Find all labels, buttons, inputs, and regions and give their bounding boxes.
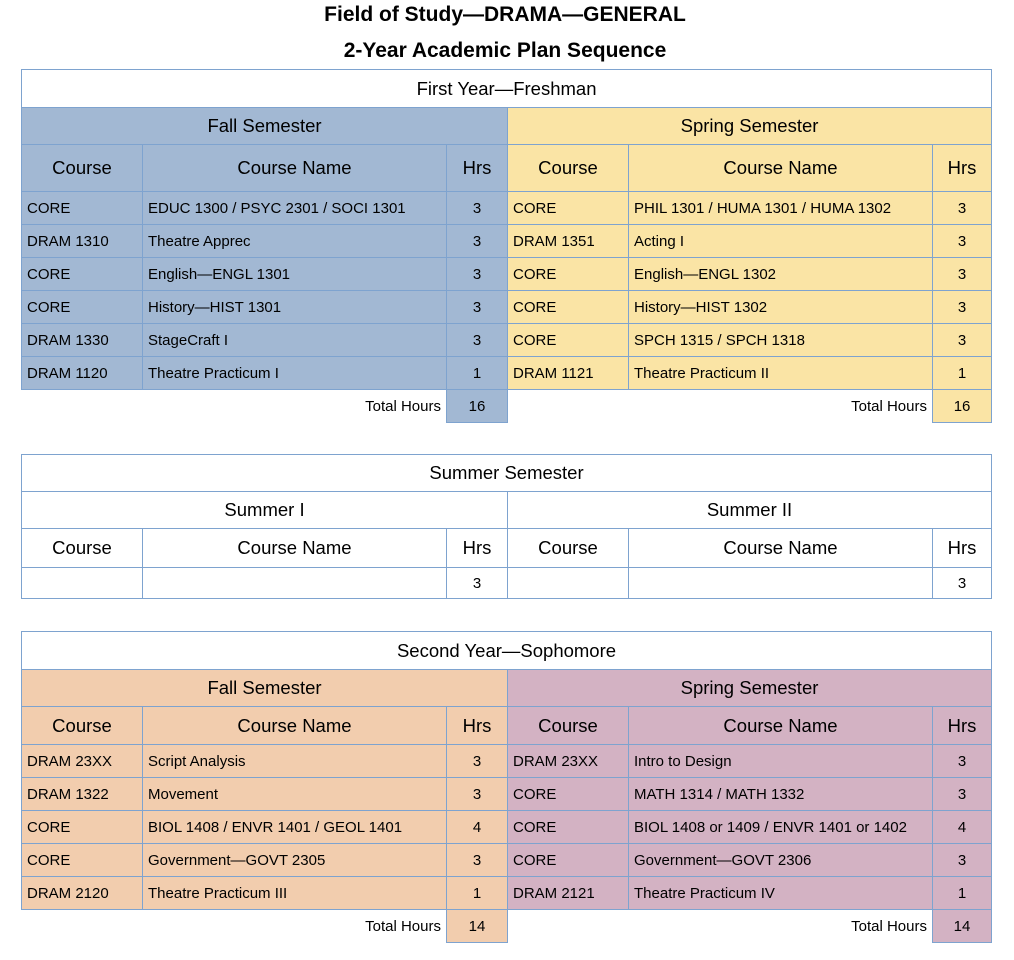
column-header-hrs: Hrs — [447, 707, 508, 745]
first-year-heading: First Year—Freshman — [22, 70, 992, 108]
course-hours: 3 — [447, 192, 508, 225]
column-header-course-name: Course Name — [629, 529, 933, 568]
course-code: CORE — [22, 811, 143, 844]
second-year-heading: Second Year—Sophomore — [22, 632, 992, 670]
first-year-table — [21, 69, 992, 423]
total-hours-label: Total Hours — [508, 910, 933, 943]
column-header-hrs: Hrs — [933, 707, 992, 745]
course-hours: 3 — [447, 568, 508, 599]
table-row — [22, 324, 992, 357]
column-header-course-name: Course Name — [143, 707, 447, 745]
course-hours: 3 — [933, 258, 992, 291]
course-name: History—HIST 1301 — [143, 291, 447, 324]
course-name — [629, 568, 933, 599]
table-row — [22, 877, 992, 910]
course-name: BIOL 1408 / ENVR 1401 / GEOL 1401 — [143, 811, 447, 844]
summer-1-heading: Summer I — [22, 492, 508, 529]
course-hours: 3 — [447, 291, 508, 324]
sy-spring-semester-heading: Spring Semester — [508, 670, 992, 707]
column-header-course-name: Course Name — [143, 529, 447, 568]
course-hours: 4 — [447, 811, 508, 844]
total-hours-label: Total Hours — [22, 390, 447, 423]
column-header-course: Course — [22, 707, 143, 745]
course-hours: 3 — [933, 192, 992, 225]
course-hours: 1 — [933, 877, 992, 910]
table-row — [22, 258, 992, 291]
table-row — [22, 778, 992, 811]
course-name: Intro to Design — [629, 745, 933, 778]
column-header-course: Course — [508, 529, 629, 568]
course-name — [143, 568, 447, 599]
course-code: DRAM 1310 — [22, 225, 143, 258]
course-hours: 1 — [447, 357, 508, 390]
course-hours: 3 — [933, 844, 992, 877]
total-hours-label: Total Hours — [508, 390, 933, 423]
summer-table — [21, 454, 992, 599]
column-header-hrs: Hrs — [447, 145, 508, 192]
column-header-course-name: Course Name — [629, 145, 933, 192]
sy-fall-semester-heading: Fall Semester — [22, 670, 508, 707]
total-hours-value: 14 — [933, 910, 992, 943]
column-header-course: Course — [22, 145, 143, 192]
course-name: Acting I — [629, 225, 933, 258]
course-name: StageCraft I — [143, 324, 447, 357]
table-row — [22, 357, 992, 390]
course-hours: 3 — [447, 225, 508, 258]
course-code: DRAM 1120 — [22, 357, 143, 390]
course-name: Theatre Practicum III — [143, 877, 447, 910]
course-name: SPCH 1315 / SPCH 1318 — [629, 324, 933, 357]
course-hours: 1 — [933, 357, 992, 390]
total-hours-label: Total Hours — [22, 910, 447, 943]
course-code: CORE — [508, 844, 629, 877]
page-subtitle: 2-Year Academic Plan Sequence — [343, 39, 667, 62]
course-code: DRAM 23XX — [22, 745, 143, 778]
course-code: CORE — [22, 291, 143, 324]
course-name: English—ENGL 1301 — [143, 258, 447, 291]
table-row — [22, 568, 992, 599]
course-hours: 3 — [933, 225, 992, 258]
course-hours: 3 — [933, 291, 992, 324]
column-header-course: Course — [508, 145, 629, 192]
course-code — [508, 568, 629, 599]
course-code: CORE — [22, 192, 143, 225]
table-row — [22, 811, 992, 844]
course-hours: 1 — [447, 877, 508, 910]
course-name: Theatre Practicum I — [143, 357, 447, 390]
course-code: CORE — [508, 258, 629, 291]
page-title: Field of Study—DRAMA—GENERAL — [324, 3, 686, 26]
course-name: PHIL 1301 / HUMA 1301 / HUMA 1302 — [629, 192, 933, 225]
course-code: CORE — [22, 258, 143, 291]
course-code: DRAM 1121 — [508, 357, 629, 390]
second-year-table — [21, 631, 992, 943]
fy-fall-semester-heading: Fall Semester — [22, 108, 508, 145]
summer-2-heading: Summer II — [508, 492, 992, 529]
course-hours: 3 — [447, 844, 508, 877]
course-code — [22, 568, 143, 599]
table-row — [22, 225, 992, 258]
table-row — [22, 745, 992, 778]
fy-spring-semester-heading: Spring Semester — [508, 108, 992, 145]
course-name: History—HIST 1302 — [629, 291, 933, 324]
summer-heading: Summer Semester — [22, 455, 992, 492]
table-row — [22, 291, 992, 324]
column-header-course-name: Course Name — [143, 145, 447, 192]
course-code: CORE — [508, 778, 629, 811]
course-hours: 3 — [447, 324, 508, 357]
course-name: Script Analysis — [143, 745, 447, 778]
course-name: Movement — [143, 778, 447, 811]
course-hours: 3 — [447, 258, 508, 291]
course-hours: 3 — [447, 778, 508, 811]
course-name: EDUC 1300 / PSYC 2301 / SOCI 1301 — [143, 192, 447, 225]
total-hours-value: 14 — [447, 910, 508, 943]
total-hours-value: 16 — [447, 390, 508, 423]
course-name: Theatre Apprec — [143, 225, 447, 258]
course-name: BIOL 1408 or 1409 / ENVR 1401 or 1402 — [629, 811, 933, 844]
table-row — [22, 844, 992, 877]
course-code: CORE — [508, 324, 629, 357]
course-code: DRAM 1330 — [22, 324, 143, 357]
course-code: DRAM 2120 — [22, 877, 143, 910]
course-name: Government—GOVT 2306 — [629, 844, 933, 877]
course-name: English—ENGL 1302 — [629, 258, 933, 291]
column-header-course: Course — [22, 529, 143, 568]
course-hours: 3 — [933, 745, 992, 778]
course-code: CORE — [508, 811, 629, 844]
course-hours: 3 — [447, 745, 508, 778]
course-name: Government—GOVT 2305 — [143, 844, 447, 877]
column-header-course-name: Course Name — [629, 707, 933, 745]
course-hours: 3 — [933, 568, 992, 599]
course-code: DRAM 23XX — [508, 745, 629, 778]
column-header-hrs: Hrs — [933, 145, 992, 192]
course-code: CORE — [508, 192, 629, 225]
course-hours: 3 — [933, 778, 992, 811]
course-hours: 3 — [933, 324, 992, 357]
course-code: CORE — [22, 844, 143, 877]
total-hours-row — [22, 390, 992, 423]
course-code: DRAM 1322 — [22, 778, 143, 811]
total-hours-value: 16 — [933, 390, 992, 423]
course-code: CORE — [508, 291, 629, 324]
column-header-hrs: Hrs — [447, 529, 508, 568]
course-name: MATH 1314 / MATH 1332 — [629, 778, 933, 811]
course-name: Theatre Practicum IV — [629, 877, 933, 910]
table-row — [22, 192, 992, 225]
course-name: Theatre Practicum II — [629, 357, 933, 390]
course-code: DRAM 2121 — [508, 877, 629, 910]
total-hours-row — [22, 910, 992, 943]
course-hours: 4 — [933, 811, 992, 844]
column-header-hrs: Hrs — [933, 529, 992, 568]
course-code: DRAM 1351 — [508, 225, 629, 258]
column-header-course: Course — [508, 707, 629, 745]
